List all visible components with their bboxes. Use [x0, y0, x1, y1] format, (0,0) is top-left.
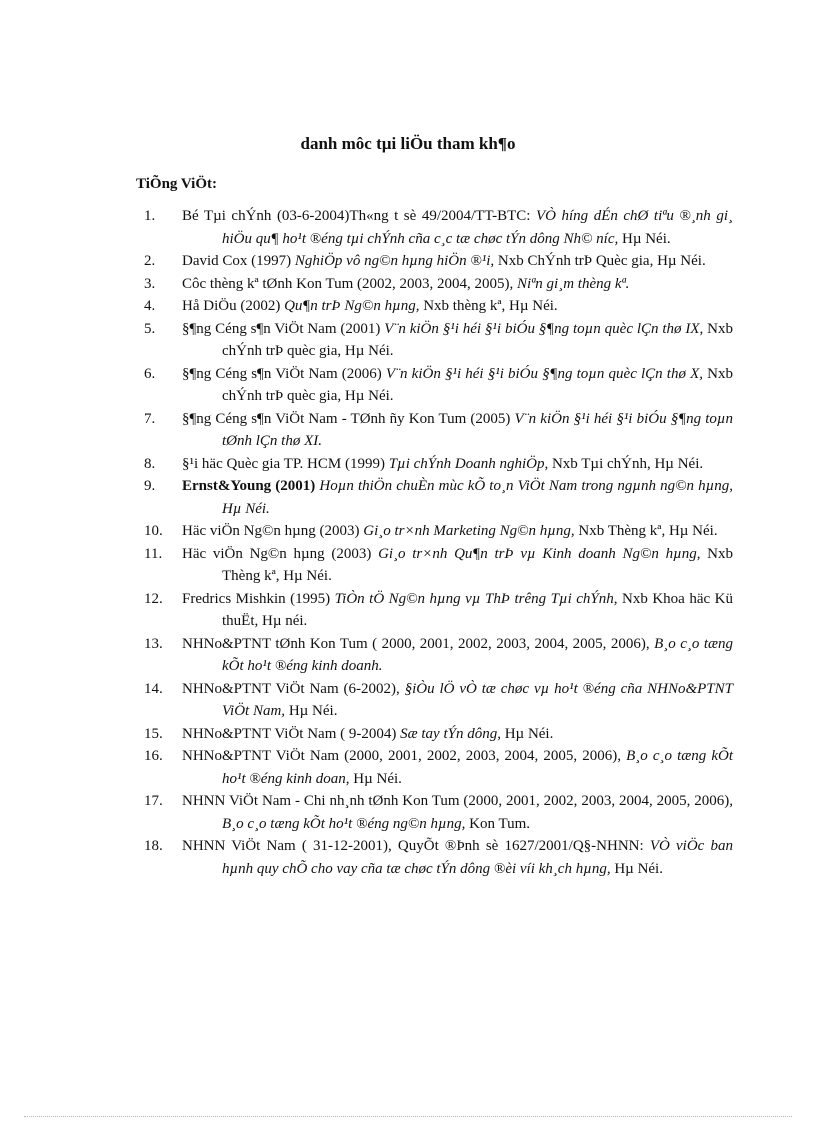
- list-item: [140, 273, 733, 296]
- item-number: 3.: [144, 275, 156, 292]
- item-text: §¶ng Céng s¶n ViÖt Nam - TØnh ñy Kon Tum (2005): [182, 410, 515, 427]
- list-item: [140, 633, 733, 678]
- item-title: V¨n kiÖn §¹i héi §¹i biÓu §¶ng toµn quèc lÇn thø IX,: [384, 320, 704, 337]
- list-item: [140, 318, 733, 363]
- item-publisher: Hµ Néi.: [500, 725, 554, 742]
- item-title: V¨n kiÖn §¹i héi §¹i biÓu §¶ng toµn quèc lÇn thø X,: [385, 365, 704, 382]
- item-publisher: Nxb chÝnh trÞ quèc gia, Hµ Néi.: [222, 320, 733, 359]
- list-item: [140, 408, 733, 453]
- item-text: Häc viÖn Ng©n hµng (2003): [182, 523, 364, 539]
- item-number: 9.: [144, 478, 156, 494]
- item-title: Gi¸o tr×nh Qu¶n trÞ vµ Kinh doanh Ng©n hµng,: [378, 545, 701, 562]
- section-heading: TiÕng ViÖt:: [136, 176, 217, 192]
- item-number: 11.: [144, 545, 163, 562]
- list-item: [140, 295, 733, 318]
- item-publisher: Nxb Khoa häc Kü thuËt, Hµ néi.: [222, 590, 733, 629]
- item-number: 5.: [144, 320, 156, 337]
- item-publisher: Nxb thèng kª, Hµ Néi.: [419, 298, 558, 314]
- item-text: Fredrics Mishkin (1995): [182, 590, 335, 607]
- item-publisher: Hµ Néi.: [349, 770, 402, 787]
- item-text: NHNo&PTNT ViÖt Nam (6-2002),: [182, 680, 405, 697]
- item-number: 6.: [144, 365, 156, 382]
- list-item: [140, 723, 733, 746]
- list-item: [140, 790, 733, 835]
- item-text: David Cox (1997): [182, 253, 295, 269]
- item-text: §¹i häc Quèc gia TP. HCM (1999): [182, 455, 389, 472]
- item-number: 18.: [144, 838, 163, 854]
- item-title: Qu¶n trÞ Ng©n hµng,: [284, 298, 420, 314]
- list-item: [140, 205, 733, 250]
- item-number: 12.: [144, 590, 163, 607]
- item-title: V¨n kiÖn §¹i héi §¹i biÓu §¶ng toµn tØnh lÇn thø XI.: [222, 410, 734, 449]
- item-number: 15.: [144, 725, 163, 742]
- item-number: 1.: [144, 208, 156, 224]
- list-item: [140, 363, 733, 408]
- item-publisher: Hµ Néi.: [610, 860, 663, 877]
- item-text: NHNo&PTNT tØnh Kon Tum ( 2000, 2001, 2002, 2003, 2004, 2005, 2006),: [182, 635, 655, 652]
- item-publisher: Nxb Thèng kª, Hµ Néi.: [574, 523, 718, 539]
- item-publisher: Nxb Thèng kª, Hµ Néi.: [222, 545, 734, 584]
- list-item: [140, 250, 733, 273]
- item-title: Tµi chÝnh Doanh nghiÖp,: [388, 455, 549, 472]
- item-number: 2.: [144, 253, 156, 269]
- item-title: TiÒn tÖ Ng©n hµng vµ ThÞ trêng Tµi chÝnh,: [334, 590, 618, 607]
- page-title: danh môc tµi liÖu tham kh¶o: [300, 134, 516, 153]
- reference-list: [140, 205, 733, 880]
- list-item: [140, 678, 733, 723]
- item-title: VÒ híng dÉn chØ tiªu ®¸nh gi¸ hiÖu qu¶ ho¹t ®éng tµi chÝnh cña c¸c tæ chøc tÝn dông Nh© níc,: [222, 208, 734, 247]
- item-title: VÒ viÖc ban hµnh quy chÕ cho vay cña tæ chøc tÝn dông ®èi víi kh¸ch hµng,: [222, 838, 734, 877]
- item-text: §¶ng Céng s¶n ViÖt Nam (2001): [182, 320, 385, 337]
- item-title: NghiÖp vô ng©n hµng hiÖn ®¹i,: [294, 253, 495, 269]
- item-title: Hoµn thiÖn chuÈn mùc kÕ to¸n ViÖt Nam trong ngµnh ng©n hµng, Hµ Néi.: [222, 478, 733, 517]
- item-title: Gi¸o tr×nh Marketing Ng©n hµng,: [363, 523, 575, 539]
- item-publisher: Hµ Néi.: [618, 230, 671, 247]
- item-number: 4.: [144, 298, 156, 314]
- item-number: 16.: [144, 748, 163, 764]
- item-text: Häc viÖn Ng©n hµng (2003): [182, 545, 379, 562]
- item-text: NHNo&PTNT ViÖt Nam (2000, 2001, 2002, 2003, 2004, 2005, 2006),: [182, 748, 627, 764]
- list-item: [140, 520, 733, 543]
- item-title: B¸o c¸o tæng kÕt ho¹t ®éng kinh doan,: [222, 748, 734, 787]
- item-number: 14.: [144, 680, 163, 697]
- item-number: 10.: [144, 523, 163, 539]
- item-publisher: Hµ Néi.: [285, 703, 338, 719]
- list-item: [140, 475, 733, 520]
- item-text: NHNN ViÖt Nam ( 31-12-2001), QuyÕt ®Þnh sè 1627/2001/Q§-NHNN:: [182, 838, 650, 854]
- item-number: 7.: [144, 410, 156, 427]
- item-text: Ernst&Young (2001): [182, 478, 320, 494]
- list-item: [140, 835, 733, 880]
- item-title: Niªn gi¸m thèng kª.: [516, 275, 630, 292]
- item-publisher: Nxb ChÝnh trÞ Quèc gia, Hµ Néi.: [494, 253, 706, 269]
- item-text: Hå DiÖu (2002): [182, 298, 285, 314]
- item-number: 13.: [144, 635, 163, 652]
- list-item: [140, 588, 733, 633]
- list-item: [140, 745, 733, 790]
- item-title: §iÒu lÖ vÒ tæ chøc vµ ho¹t ®éng cña NHNo&PTNT ViÖt Nam,: [222, 680, 733, 719]
- item-publisher: Kon Tum.: [465, 815, 531, 832]
- item-publisher: Nxb chÝnh trÞ quèc gia, Hµ Néi.: [222, 365, 733, 404]
- item-publisher: Nxb Tµi chÝnh, Hµ Néi.: [548, 455, 704, 472]
- list-item: [140, 453, 733, 476]
- item-title: B¸o c¸o tæng kÕt ho¹t ®éng ng©n hµng,: [222, 815, 466, 832]
- item-text: NHNo&PTNT ViÖt Nam ( 9-2004): [182, 725, 401, 742]
- list-item: [140, 543, 733, 588]
- item-text: Bé Tµi chÝnh (03-6-2004)Th«ng t sè 49/2004/TT-BTC:: [182, 208, 536, 224]
- item-number: 8.: [144, 455, 156, 472]
- item-text: §¶ng Céng s¶n ViÖt Nam (2006): [182, 365, 386, 382]
- item-title: Sæ tay tÝn dông,: [400, 725, 501, 742]
- item-number: 17.: [144, 793, 163, 809]
- item-text: NHNN ViÖt Nam - Chi nh¸nh tØnh Kon Tum (2000, 2001, 2002, 2003, 2004, 2005, 2006),: [182, 793, 733, 809]
- item-title: B¸o c¸o tæng kÕt ho¹t ®éng kinh doanh.: [222, 635, 734, 674]
- page-bottom-border: [24, 1116, 792, 1117]
- item-text: Côc thèng kª tØnh Kon Tum (2002, 2003, 2004, 2005),: [182, 275, 517, 292]
